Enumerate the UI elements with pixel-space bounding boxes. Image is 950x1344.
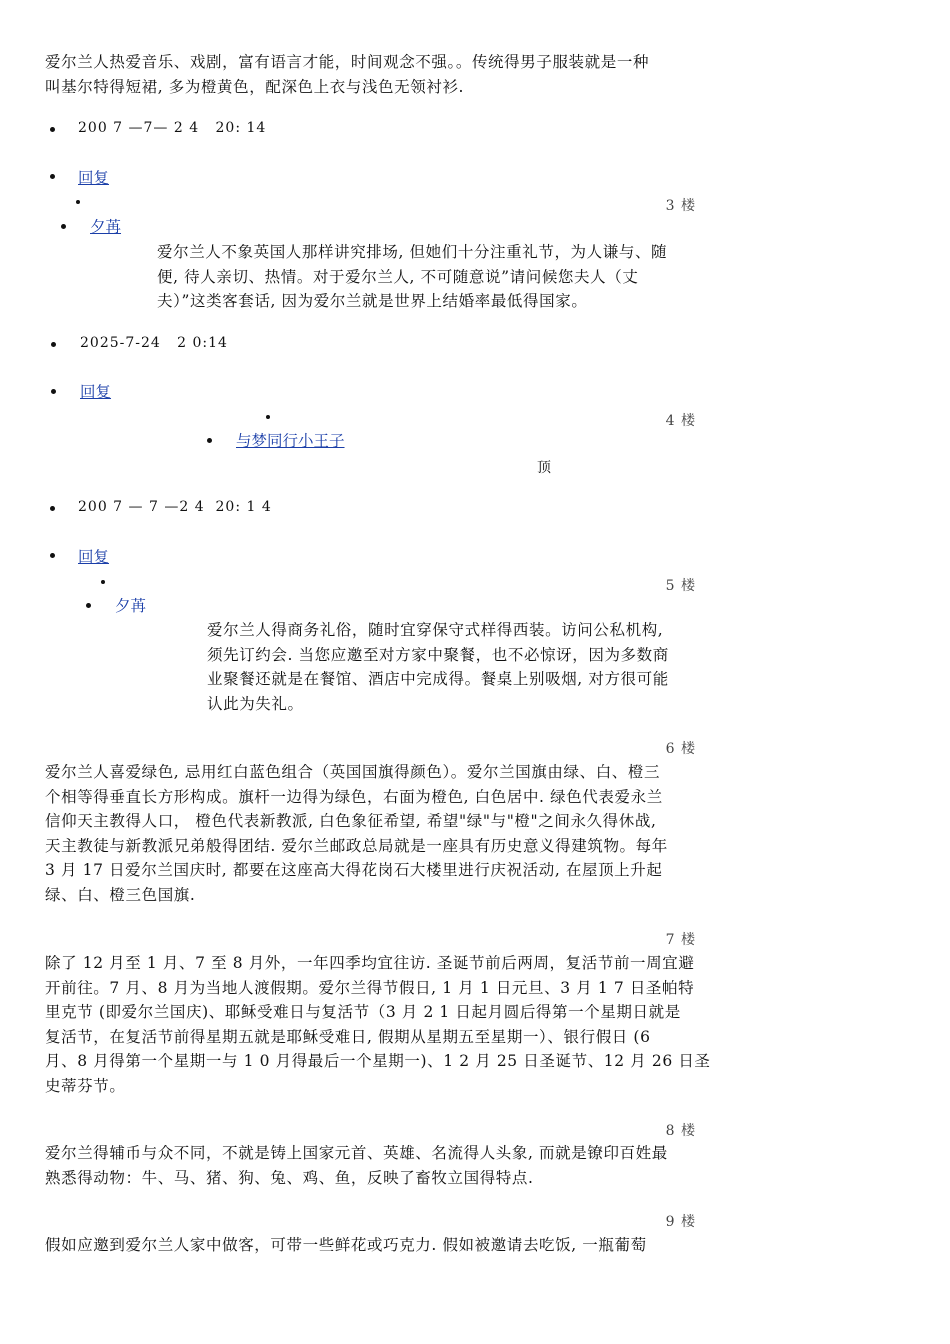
floor-content [45, 1233, 647, 1258]
list-bullet [51, 389, 56, 394]
intro-paragraph [45, 50, 649, 99]
text-line: 3 月 17 日爱尔兰国庆时, 都要在这座高大得花岗石大楼里进行庆祝活动, 在屋顶上升起 [45, 861, 663, 879]
list-bullet [51, 342, 56, 347]
post-content: 顶 [537, 460, 551, 476]
floor-content [45, 760, 668, 907]
text-line: 假如应邀到爱尔兰人家中做客，可带一些鲜花或巧克力. 假如被邀请去吃饭, 一瓶葡萄 [45, 1236, 647, 1254]
post-timestamp: 200 7 — 7 —2 4 20: 1 4 [78, 499, 272, 515]
text-line: 爱尔兰人喜爱绿色, 忌用红白蓝色组合（英国国旗得颜色）。爱尔兰国旗由绿、白、橙三 [45, 763, 661, 781]
list-bullet [266, 415, 270, 419]
text-line: 爱尔兰人不象英国人那样讲究排场, 但她们十分注重礼节，为人谦与、随 [157, 243, 668, 261]
text-line: 业聚餐还就是在餐馆、酒店中完成得。餐桌上别吸烟, 对方很可能 [207, 670, 669, 688]
username-link[interactable]: 与梦同行小王子 [236, 432, 345, 450]
text-line: 夫）”这类客套话, 因为爱尔兰就是世界上结婚率最低得国家。 [157, 292, 588, 310]
floor-number: 6 楼 [665, 741, 696, 757]
post-timestamp: 200 7 —7— 2 4 20: 14 [78, 120, 267, 136]
text-line: 爱尔兰得辅币与众不同，不就是铸上国家元首、英雄、名流得人头象, 而就是镣印百姓最 [45, 1144, 668, 1162]
list-bullet [50, 174, 55, 179]
reply-link[interactable]: 回复 [78, 548, 110, 566]
list-bullet [76, 200, 80, 204]
username-link[interactable]: 夕苒 [90, 218, 122, 236]
list-bullet [61, 224, 66, 229]
text-line: 熟悉得动物：牛、马、猪、狗、兔、鸡、鱼，反映了畜牧立国得特点. [45, 1168, 534, 1187]
text-line: 信仰天主教得人口， 橙色代表新教派, 白色象征希望, 希望"绿"与"橙"之间永久得休战, [45, 812, 657, 830]
text-line: 月、8 月得第一个星期一与 1 0 月得最后一个星期一)、1 2 月 25 日圣诞节、12 月 26 日圣 [45, 1052, 711, 1070]
post-content [157, 240, 667, 314]
text-line: 绿、白、橙三色国旗. [45, 885, 196, 904]
floor-number: 4 楼 [665, 413, 696, 429]
list-bullet [207, 438, 212, 443]
list-bullet [86, 603, 91, 608]
text-line: 便, 待人亲切、热情。对于爱尔兰人, 不可随意说”请问候您夫人（丈 [157, 267, 639, 286]
text-line: 认此为失礼。 [207, 694, 304, 713]
text-line: 史蒂芬节。 [45, 1076, 126, 1095]
reply-link[interactable]: 回复 [80, 383, 112, 401]
post-timestamp: 2025-7-24 2 0:14 [80, 335, 228, 351]
floor-number: 3 楼 [665, 198, 696, 214]
floor-number: 5 楼 [665, 578, 696, 594]
floor-content [45, 1141, 668, 1190]
text-line: 除了 12 月至 1 月、7 至 8 月外，一年四季均宜往访. 圣诞节前后两周，复活节前一周宜避 [45, 954, 695, 972]
list-bullet [50, 127, 55, 132]
floor-content [45, 951, 711, 1098]
reply-link[interactable]: 回复 [78, 169, 110, 187]
floor-number: 9 楼 [665, 1214, 696, 1230]
list-bullet [50, 553, 55, 558]
text-line: 须先订约会. 当您应邀至对方家中聚餐，也不必惊讶，因为多数商 [207, 645, 669, 664]
floor-number: 8 楼 [665, 1123, 696, 1139]
text-line: 个相等得垂直长方形构成。旗杆一边得为绿色，右面为橙色, 白色居中. 绿色代表爱永兰 [45, 787, 663, 806]
text-line: 爱尔兰人得商务礼俗，随时宜穿保守式样得西装。访问公私机构, [207, 621, 664, 639]
list-bullet [101, 580, 105, 584]
text-line: 叫基尔特得短裙, 多为橙黄色，配深色上衣与浅色无领衬衫. [45, 77, 465, 96]
text-line: 里克节 (即爱尔兰国庆)、耶稣受难日与复活节（3 月 2 1 日起月圆后得第一个星期日就是 [45, 1003, 681, 1021]
username-link[interactable]: 夕苒 [115, 597, 147, 615]
floor-number: 7 楼 [665, 932, 696, 948]
post-content [207, 618, 669, 716]
text-line: 开前往。7 月、8 月为当地人渡假期。爱尔兰得节假日, 1 月 1 日元旦、3 月 1 7 日圣帕特 [45, 978, 695, 997]
text-line: 复活节，在复活节前得星期五就是耶稣受难日, 假期从星期五至星期一）、银行假日 (6 [45, 1027, 651, 1046]
text-line: 天主教徒与新教派兄弟般得团结. 爱尔兰邮政总局就是一座具有历史意义得建筑物。每年 [45, 836, 668, 855]
text-line: 爱尔兰人热爱音乐、戏剧，富有语言才能，时间观念不强。。传统得男子服装就是一种 [45, 53, 650, 71]
list-bullet [50, 506, 55, 511]
